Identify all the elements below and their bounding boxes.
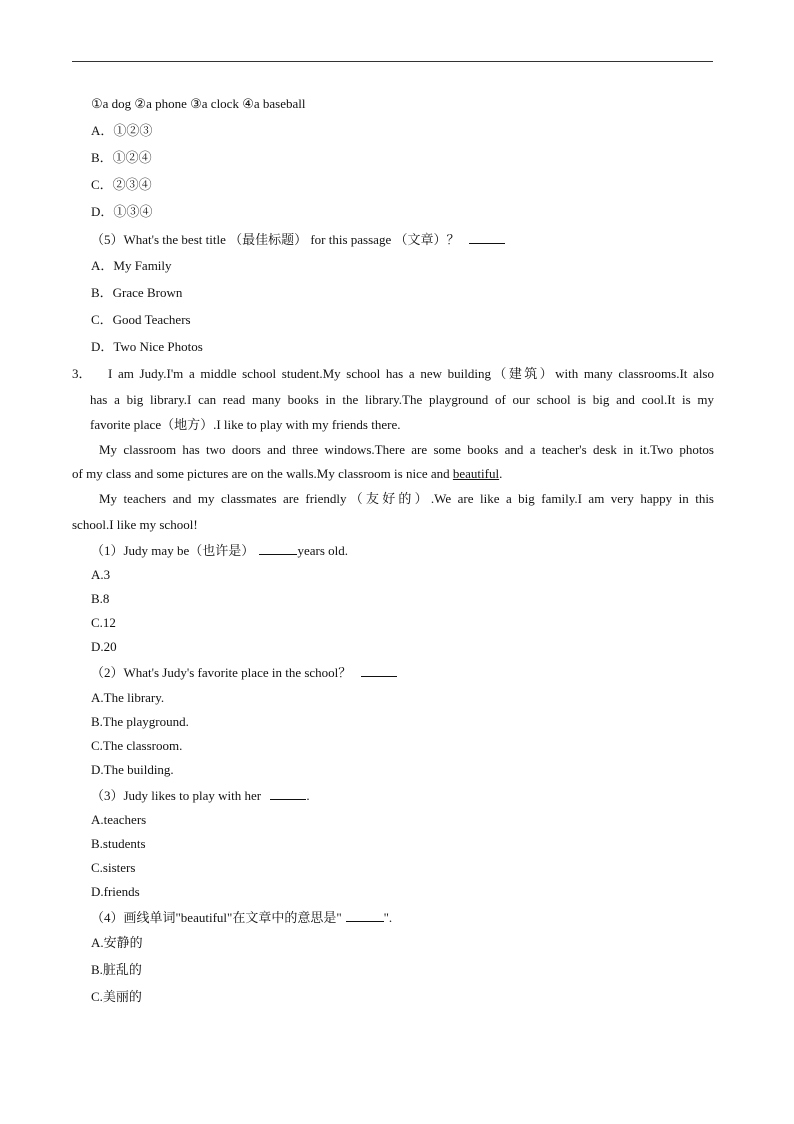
option-a: A.teachers	[91, 812, 147, 827]
option-c: C．Good Teachers	[91, 312, 191, 327]
question-number: 3．	[72, 366, 92, 381]
option-a: A．My Family	[91, 258, 172, 273]
passage-text: of my class and some pictures are on the walls.My classroom is nice and	[72, 466, 453, 481]
option-d: D.20	[91, 639, 117, 654]
answer-blank	[259, 542, 297, 555]
subquestion-2-text: （2）What's Judy's favorite place in the school？	[91, 665, 352, 680]
subquestion-1-tail: years old.	[297, 543, 349, 558]
option-d: D.friends	[91, 884, 140, 899]
option-c: C.12	[91, 615, 116, 630]
option-d: D.The building.	[91, 762, 174, 777]
passage-line: has a big library.I can read many books in the library.The playground of our school is big and cool.It is my	[90, 392, 714, 407]
answer-blank	[346, 909, 384, 922]
option-c: C．②③④	[91, 177, 152, 192]
header-rule	[72, 61, 713, 62]
subquestion-3-tail: .	[306, 788, 310, 803]
passage-line	[72, 466, 502, 482]
option-d: D．Two Nice Photos	[91, 339, 203, 354]
option-b: B.8	[91, 591, 110, 606]
passage-line: favorite place（地方）.I like to play with my friends there.	[90, 417, 401, 432]
option-b: B.脏乱的	[91, 962, 142, 977]
option-a: A．①②③	[91, 123, 153, 138]
option-d: D．①③④	[91, 204, 153, 219]
subquestion-4	[91, 909, 392, 926]
question-5-text: （5）What's the best title （最佳标题） for this passage （文章）？	[91, 232, 460, 247]
option-c: C.美丽的	[91, 989, 142, 1004]
subquestion-1-text: （1）Judy may be（也许是）	[91, 543, 255, 558]
subquestion-4-text: （4）画线单词"beautiful"在文章中的意思是"	[91, 910, 342, 925]
answer-blank	[361, 664, 397, 677]
option-a: A.The library.	[91, 690, 165, 705]
option-b: B．①②④	[91, 150, 152, 165]
subquestion-2	[91, 664, 397, 681]
option-c: C.sisters	[91, 860, 136, 875]
option-a: A.安静的	[91, 935, 143, 950]
subquestion-1	[91, 542, 348, 559]
choices-line: ①a dog ②a phone ③a clock ④a baseball	[91, 96, 306, 111]
subquestion-4-tail: ".	[383, 910, 393, 925]
option-a: A.3	[91, 567, 111, 582]
underlined-word: beautiful	[452, 466, 500, 481]
subquestion-3-text: （3）Judy likes to play with her	[91, 788, 262, 803]
subquestion-3	[91, 787, 310, 804]
passage-line: My teachers and my classmates are friendly（友好的）.We are like a big family.I am very happy in this	[99, 491, 714, 506]
answer-blank	[270, 787, 306, 800]
option-b: B.students	[91, 836, 146, 851]
passage-text: .	[499, 466, 503, 481]
passage-line: school.I like my school!	[72, 517, 198, 532]
option-b: B.The playground.	[91, 714, 189, 729]
passage-line: I am Judy.I'm a middle school student.My school has a new building（建筑）with many classrooms.It also	[108, 366, 714, 381]
option-b: B．Grace Brown	[91, 285, 183, 300]
question-5	[91, 231, 505, 248]
answer-blank	[469, 231, 505, 244]
option-c: C.The classroom.	[91, 738, 183, 753]
passage-line: My classroom has two doors and three windows.There are some books and a teacher's desk in it.Two photos	[99, 442, 714, 457]
